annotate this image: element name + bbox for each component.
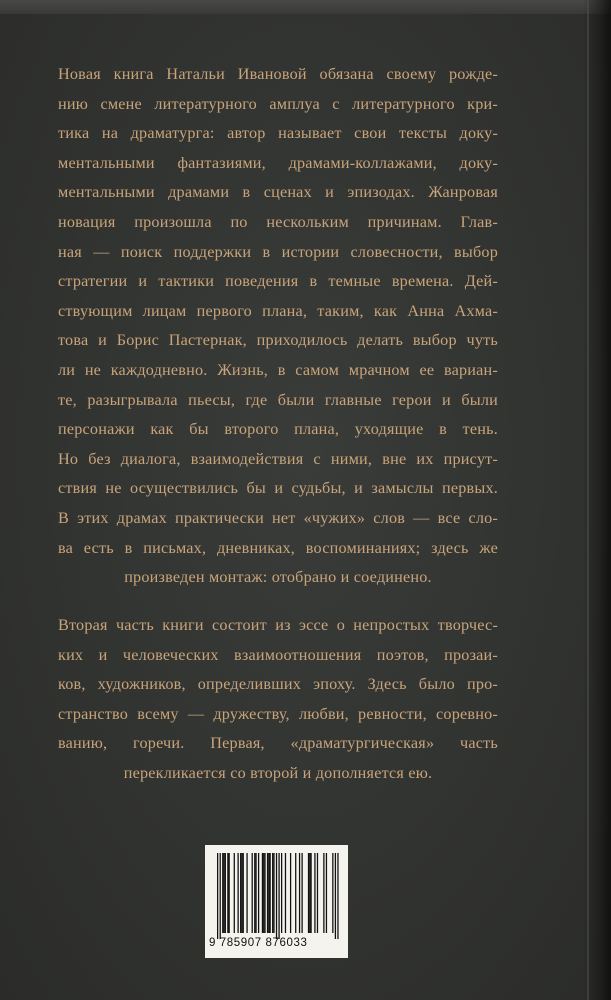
text-line: това и Борис Пастернак, приходилось делать выбор чуть — [58, 331, 498, 350]
barcode-bar — [285, 853, 286, 933]
barcode-bar — [222, 853, 223, 933]
text-line: ментальными драмами в сценах и эпизодах. Жанровая — [58, 183, 498, 202]
text-line: нию смене литературного амплуа с литературного кри- — [58, 94, 498, 113]
barcode-bar — [335, 853, 336, 939]
barcode-bar — [337, 853, 338, 939]
barcode-bar — [262, 853, 263, 933]
barcode-bar — [254, 853, 255, 933]
barcode-bar — [240, 853, 241, 933]
text-line: стратегии и тактики поведения в темные времена. Дей- — [58, 272, 498, 291]
barcode-bar — [314, 853, 315, 933]
annotation-paragraph-1 — [58, 60, 498, 593]
annotation-paragraph-2 — [58, 611, 498, 789]
text-line: В этих драмах практически нет «чужих» слов — все сло- — [58, 508, 498, 527]
text-line: Новая книга Натальи Ивановой обязана своему рожде- — [58, 65, 498, 83]
barcode-bar — [317, 853, 318, 933]
barcode-bar — [220, 853, 221, 939]
barcode-bar — [243, 853, 244, 933]
text-line: странство всему — дружеству, любви, ревности, соревно- — [58, 704, 498, 723]
barcode-bar — [229, 853, 230, 933]
barcode-bar — [290, 853, 291, 933]
text-line: новация произошла по нескольким причинам. Глав- — [58, 212, 498, 231]
barcode-bar — [299, 853, 300, 933]
barcode-bar — [281, 853, 282, 933]
barcode-bar — [269, 853, 270, 933]
isbn-number: 9 785907 876033 — [209, 937, 308, 949]
barcode-bar — [308, 853, 309, 933]
barcode-bar — [268, 853, 269, 933]
barcode-bar — [310, 853, 311, 933]
text-line: ванию, горечи. Первая, «драматургическая» часть — [58, 734, 498, 753]
cover-edge — [587, 0, 589, 1000]
text-line: произведен монтаж: отобрано и соединено. — [124, 568, 432, 587]
barcode-bar — [225, 853, 226, 933]
barcode-bar — [258, 853, 259, 933]
text-line: Но без диалога, взаимодействия с ними, вне их присут- — [58, 449, 498, 468]
text-line: те, разыгрывала пьесы, где были главные герои и были — [58, 390, 498, 409]
isbn-barcode — [205, 845, 348, 958]
text-line: ментальными фантазиями, драмами-коллажами, доку- — [58, 153, 498, 172]
text-line: ли не каждодневно. Жизнь, в самом мрачном ее вариан- — [58, 360, 498, 379]
barcode-bar — [227, 853, 228, 933]
barcode-bar — [278, 853, 279, 939]
barcode-bar — [295, 853, 296, 933]
text-line: тика на драматурга: автор называет свои тексты доку- — [58, 124, 498, 143]
text-line: ких и человеческих взаимоотношения поэтов, прозаи- — [58, 645, 498, 664]
barcode-bar — [252, 853, 253, 933]
text-line: Вторая часть книги состоит из эссе о непростых творчес- — [58, 616, 498, 634]
barcode-bar — [332, 853, 333, 933]
text-line: ствия не осуществились бы и судьбы, и замыслы первых. — [58, 479, 498, 498]
text-line: ков, художников, определивших эпоху. Здесь было про- — [58, 675, 498, 694]
text-line: ствующим лицам первого плана, таким, как Анна Ахма- — [58, 301, 498, 320]
barcode-bar — [263, 853, 264, 933]
text-line: перекликается со второй и дополняется ею. — [123, 763, 433, 782]
barcode-bar — [241, 853, 242, 933]
text-line: ная — поиск поддержки в истории словесности, выбор — [58, 242, 498, 261]
barcode-bar — [323, 853, 324, 933]
barcode-bar — [255, 853, 256, 933]
barcode-bar — [246, 853, 247, 933]
barcode-bar — [234, 853, 235, 933]
barcode-bar — [326, 853, 327, 933]
barcode-bar — [273, 853, 274, 933]
barcode-bar — [301, 853, 302, 933]
barcode-bar — [217, 853, 218, 939]
barcode-bar — [237, 853, 238, 933]
barcode-bar — [264, 853, 265, 933]
barcode-bar — [272, 853, 273, 933]
text-line: ва есть в письмах, дневниках, воспоминаниях; здесь же — [58, 538, 498, 557]
barcode-bar — [309, 853, 310, 933]
barcode-bar — [223, 853, 224, 933]
text-line: персонажи как бы второго плана, уходящие в тень. — [58, 420, 498, 439]
barcode-bar — [276, 853, 277, 939]
barcode-bar — [267, 853, 268, 933]
